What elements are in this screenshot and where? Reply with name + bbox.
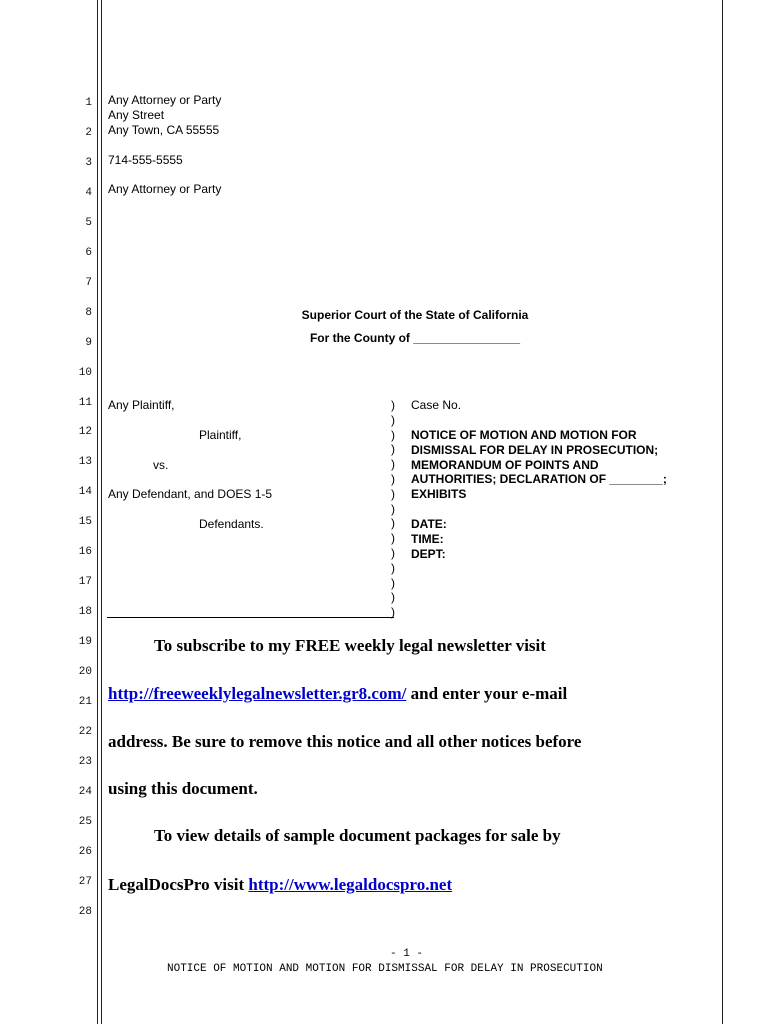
caption-paren: ) xyxy=(391,427,395,442)
caption-paren: ) xyxy=(391,560,395,575)
caption-paren: ) xyxy=(391,516,395,531)
body-text: and enter your e-mail xyxy=(406,684,568,703)
right-margin-rule xyxy=(722,0,723,1024)
line-number: 5 xyxy=(85,216,92,229)
line-number: 27 xyxy=(78,875,92,888)
caption-paren: ) xyxy=(391,575,395,590)
page-number: - 1 - xyxy=(390,948,424,960)
caption-paren: ) xyxy=(391,590,395,605)
attorney-city: Any Town, CA 55555 xyxy=(108,123,220,137)
court-name: Superior Court of the State of California xyxy=(301,308,529,322)
line-number: 12 xyxy=(78,426,92,439)
body-paragraph-2-line-1: To view details of sample document packages for sale by xyxy=(154,826,561,845)
line-number: 13 xyxy=(78,456,92,469)
hearing-dept: DEPT: xyxy=(411,546,446,561)
body-paragraph-1-line-4: using this document. xyxy=(108,779,258,798)
case-number-label: Case No. xyxy=(411,398,462,412)
plaintiff-label: Plaintiff, xyxy=(199,428,242,442)
caption-paren: ) xyxy=(391,501,395,516)
line-number: 4 xyxy=(85,186,92,199)
left-margin-rule-1 xyxy=(97,0,98,1024)
newsletter-link[interactable]: http://freeweeklylegalnewsletter.gr8.com/ xyxy=(108,684,407,703)
line-number: 1 xyxy=(85,97,92,109)
caption-underline xyxy=(107,617,394,618)
attorney-for: Any Attorney or Party xyxy=(108,182,222,196)
line-number: 22 xyxy=(78,725,92,738)
line-number: 16 xyxy=(78,546,92,559)
line-number: 2 xyxy=(85,126,92,139)
caption-paren: ) xyxy=(391,605,395,620)
line-number: 3 xyxy=(85,156,92,169)
attorney-phone: 714-555-5555 xyxy=(108,153,183,167)
line-number: 15 xyxy=(78,516,92,529)
line-number: 7 xyxy=(85,276,92,289)
legaldocspro-link[interactable]: http://www.legaldocspro.net xyxy=(248,875,453,894)
body-paragraph-1-line-3: address. Be sure to remove this notice and all other notices before xyxy=(108,732,582,751)
hearing-date: DATE: xyxy=(411,517,447,531)
title-line: AUTHORITIES; DECLARATION OF ________; xyxy=(411,472,667,487)
title-line: DISMISSAL FOR DELAY IN PROSECUTION; xyxy=(411,442,659,457)
hearing-info xyxy=(411,517,447,561)
line-number: 11 xyxy=(78,396,92,409)
attorney-street: Any Street xyxy=(108,108,165,122)
caption-paren: ) xyxy=(391,457,395,472)
line-number: 19 xyxy=(78,636,92,649)
title-line: EXHIBITS xyxy=(411,487,467,502)
body-paragraph-2-line-2 xyxy=(108,875,452,895)
defendant-label: Defendants. xyxy=(199,517,264,531)
caption-paren: ) xyxy=(391,486,395,501)
versus: vs. xyxy=(153,458,169,472)
line-number: 18 xyxy=(78,606,92,619)
document-title xyxy=(411,428,667,502)
caption-paren: ) xyxy=(391,531,395,546)
caption-paren: ) xyxy=(391,398,395,412)
court-county: For the County of ________________ xyxy=(309,331,521,345)
body-paragraph-1-line-2 xyxy=(108,684,567,704)
left-margin-rule-2 xyxy=(101,0,102,1024)
line-number: 24 xyxy=(78,785,92,798)
line-number: 9 xyxy=(85,336,92,349)
defendant-name: Any Defendant, and DOES 1-5 xyxy=(108,487,273,501)
hearing-time: TIME: xyxy=(411,531,444,546)
caption-paren: ) xyxy=(391,546,395,560)
line-number: 6 xyxy=(85,246,92,259)
title-line: NOTICE OF MOTION AND MOTION FOR xyxy=(411,428,637,442)
caption-paren: ) xyxy=(391,442,395,457)
line-number: 20 xyxy=(78,666,92,679)
line-number: 28 xyxy=(78,905,92,918)
line-number: 23 xyxy=(78,755,92,768)
line-number: 21 xyxy=(78,696,92,708)
line-number: 25 xyxy=(78,815,92,828)
caption-paren: ) xyxy=(391,472,395,486)
line-number: 17 xyxy=(78,576,92,589)
line-number: 8 xyxy=(85,306,92,319)
line-number: 10 xyxy=(78,366,92,379)
line-number: 26 xyxy=(78,845,92,858)
line-number: 14 xyxy=(78,486,92,499)
footer-title: NOTICE OF MOTION AND MOTION FOR DISMISSAL FOR DELAY IN PROSECUTION xyxy=(167,963,603,975)
caption-paren: ) xyxy=(391,412,395,427)
body-paragraph-1-line-1: To subscribe to my FREE weekly legal newsletter visit xyxy=(154,636,546,655)
plaintiff-name: Any Plaintiff, xyxy=(108,398,175,412)
attorney-name: Any Attorney or Party xyxy=(108,93,222,107)
body-text: LegalDocsPro visit xyxy=(108,875,249,894)
title-line: MEMORANDUM OF POINTS AND xyxy=(411,457,599,472)
